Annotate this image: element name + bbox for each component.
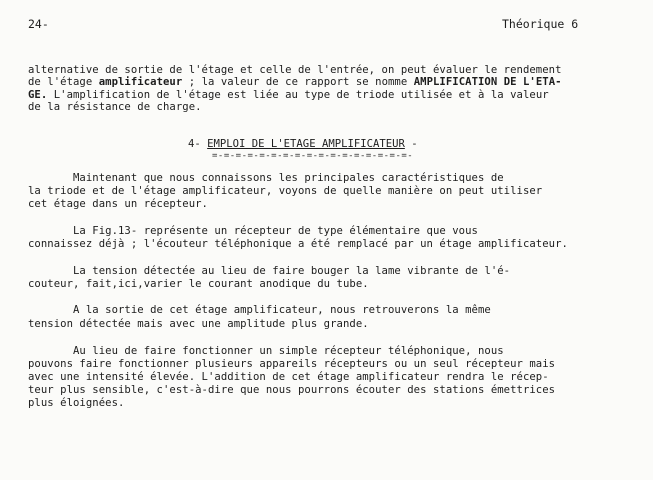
heading-decoration: =-=-=-=-=-=-=-=-=-=-=-=-=-=-=-=-=- [212,151,414,161]
section-heading: 4- EMPLOI DE L'ETAGE AMPLIFICATEUR - [188,138,418,150]
p5-line-5: plus éloignées. [28,397,125,409]
p5-line-3: avec une intensité élevée. L'addition de cet étage amplificateur rendra le récep- [28,371,549,383]
intro-line-4: de la résistance de charge. [28,101,202,113]
p4-line-2: tension détectée mais avec une amplitude plus grande. [28,318,369,330]
p5-line-1: Au lieu de faire fonctionner un simple récepteur téléphonique, nous [28,345,504,357]
p5-line-4: teur plus sensible, c'est-à-dire que nous pourrons écouter des stations émettrices [28,384,556,396]
p2-line-1: La Fig.13- représente un récepteur de type élémentaire que vous [28,225,478,237]
p2-line-2: connaissez déjà ; l'écouteur téléphonique a été remplacé par un étage amplificateur. [28,238,568,250]
page-number: 24- [28,17,49,31]
p1-line-1: Maintenant que nous connaissons les principales caractéristiques de [28,172,504,184]
intro-line-3: GE. L'amplification de l'étage est liée au type de triode utilisée et à la valeur [28,89,549,101]
intro-line-2: de l'étage amplificateur ; la valeur de ce rapport se nomme AMPLIFICATION DE L'ETA- [28,76,562,88]
p4-line-1: A la sortie de cet étage amplificateur, nous retrouverons la même [28,304,491,316]
p1-line-2: la triode et de l'étage amplificateur, voyons de quelle manière on peut utiliser [28,185,543,197]
p5-line-2: pouvons faire fonctionner plusieurs appareils récepteurs ou un seul récepteur mais [28,358,556,370]
p3-line-1: La tension détectée au lieu de faire bouger la lame vibrante de l'é- [28,265,511,277]
p3-line-2: couteur, fait,ici,varier le courant anodique du tube. [28,278,369,290]
intro-line-1: alternative de sortie de l'étage et celle de l'entrée, on peut évaluer le rendement [28,64,562,76]
p1-line-3: cet étage dans un récepteur. [28,198,208,210]
section-label: Théorique 6 [502,17,579,31]
